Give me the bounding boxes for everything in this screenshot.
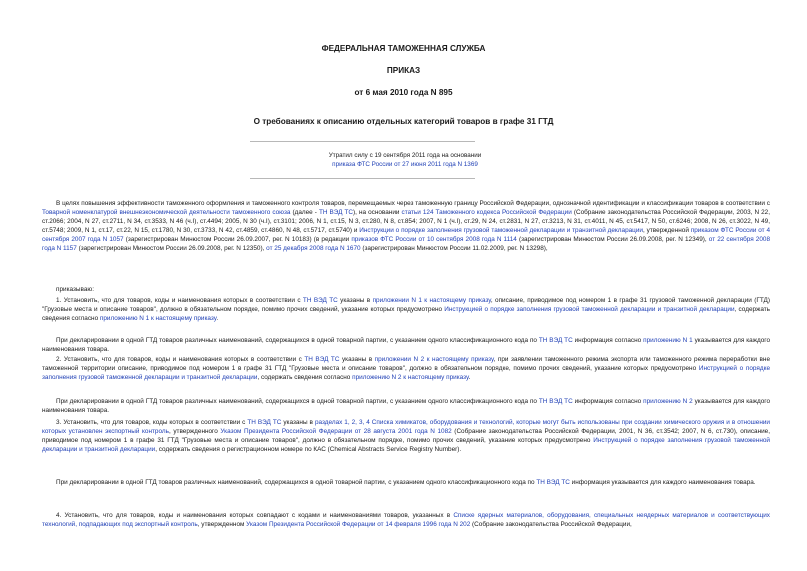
doc-title: О требованиях к описанию отдельных категорий товаров в графе 31 ГТД (253, 117, 554, 126)
text: информация согласно (572, 398, 644, 405)
paragraph-3 (42, 418, 770, 454)
doc-type: ПРИКАЗ (386, 66, 421, 75)
divider-top (250, 141, 475, 142)
link-instruction[interactable]: Инструкции о порядке заполнения грузовой таможенной декларации и транзитной декларации (359, 227, 643, 235)
text: , содержать сведения о регистрационном номере по КАС (Chemical Abstracts Service Registry Number). (155, 446, 462, 454)
link-order-1114[interactable]: приказов ФТС России от 10 сентября 2008 года N 1114 (351, 236, 517, 244)
link-tnved-ts[interactable]: ТН ВЭД ТС (536, 479, 570, 486)
text: (Собрание законодательства Российской Федерации, 2001, N 36, ст.3542; 2007, N 6, ст.730), описание, приводимое под номером 1 в графе 31 ГТД "Грузовые места и описание товаров", должно в обязательном порядке, помимо прочих сведений, указание которых предусмотрено (42, 428, 770, 445)
agency-name: ФЕДЕРАЛЬНАЯ ТАМОЖЕННАЯ СЛУЖБА (321, 44, 486, 53)
text: (зарегистрирован Минюстом России 26.09.2007, рег. N 10183) (в редакции (123, 236, 352, 244)
link-nuclear-list[interactable]: Списке ядерных материалов, оборудования, специальных неядерных материалов и соответствующих технологий, подпадающих под экспортный контроль (42, 512, 770, 529)
paragraph-1b (42, 336, 770, 354)
text: ), на основании (353, 209, 402, 217)
link-instruction[interactable]: Инструкцией о порядке заполнения грузовой таможенной декларации и транзитной декларации (42, 365, 770, 382)
link-chemicals-list[interactable]: разделах 1, 2, 3, 4 Списка химикатов, оборудования и технологий, которые могут быть использованы при создании химического оружия и в отношении которых установлен экспортный контроль (42, 419, 770, 436)
text: При декларировании в одной ГТД товаров различных наименований, содержащихся в одной товарной партии, с указанием одного классификационного кода по (56, 479, 537, 486)
text: , утвержденной (642, 227, 691, 235)
link-tnved-ts[interactable]: ТН ВЭД ТС (318, 209, 354, 217)
text: , описание, приводимое под номером 1 в графе 31 грузовой таможенной декларации (ГТД) "Грузовые места и описание товаров", должно в обязательном порядке, помимо прочих сведений, указание которых предусмотрено (42, 297, 770, 314)
text: информация согласно (572, 337, 644, 344)
link-tnved-ts[interactable]: ТН ВЭД ТС (304, 356, 340, 363)
text: , содержать сведения согласно (42, 306, 770, 323)
text: (зарегистрирован Минюстом России 26.09.2008, рег. N 12349), (516, 236, 709, 244)
repeal-note (310, 151, 500, 169)
link-decree-202[interactable]: Указом Президента Российской Федерации от 14 февраля 1996 года N 202 (246, 521, 471, 529)
text: , утвержденном (197, 521, 247, 529)
paragraph-3b (42, 478, 770, 487)
text: 2. Установить, что для товаров, коды и наименования которых в соответствии с (56, 356, 305, 363)
link-decree-1082[interactable]: Указом Президента Российской Федерации от 28 августа 2001 года N 1082 (220, 428, 452, 436)
link-appendix-1[interactable]: приложении N 1 к настоящему приказу (372, 297, 491, 304)
link-appendix-2[interactable]: приложению N 2 к настоящему приказу (352, 374, 469, 382)
link-appendix-2[interactable]: приложении N 2 к настоящему приказу (374, 356, 494, 363)
link-order-1057[interactable]: приказом ФТС России от 4 сентября 2007 года N 1057 (42, 227, 770, 244)
text: При декларировании в одной ГТД товаров различных наименований, содержащихся в одной товарной партии, с указанием одного классификационного кода по (56, 337, 539, 344)
link-instruction[interactable]: Инструкцией о порядке заполнения грузовой таможенной декларации и транзитной декларации (42, 437, 770, 454)
paragraph-2 (42, 355, 770, 382)
text: . (216, 315, 219, 323)
link-article-124[interactable]: статьи 124 Таможенного кодекса Российской Федерации (401, 209, 572, 217)
text: (Собрание законодательства Российской Федерации, 2003, N 22, ст.2066; 2004, N 27, ст.2711, N 34, ст.3533, N 46 (ч.I), ст.4494; 2005, N 30 (ч.I), ст.3101; 2006, N 1, ст.15, N 3, ст.280, N 8, ст.854; 2007, N 1 (ч.I), ст.29, N 24, ст.2831, N 27, ст.3213, N 31, ст.4011, N 45, ст.5417, N 50, ст.6246; 2008, N 26, ст.3022, N 49, ст.5748; 2009, N 1, ст.17, ст.22, N 15, ст.1780, N 30, ст.3733, N 42, ст.4859, ст.4860, N 48, ст.5717, ст.5740) и (42, 209, 771, 235)
text: (зарегистрирован Минюстом России 11.02.2009, рег. N 13298), (360, 245, 548, 253)
paragraph-2b (42, 397, 770, 415)
link-appendix-2[interactable]: приложению N 2 (643, 398, 693, 405)
link-tnved-ts[interactable]: ТН ВЭД ТС (538, 398, 573, 405)
link-tnved[interactable]: Товарной номенклатурой внешнеэкономической деятельности таможенного союза (42, 209, 291, 217)
text: указывается для каждого наименования товара. (42, 398, 770, 415)
text: 3. Установить, что для товаров, коды которых в соответствии с (56, 419, 248, 426)
text: указаны в (339, 356, 375, 363)
repeal-text: Утратил силу с 19 сентября 2011 года на основании (328, 152, 482, 159)
text: указаны в (281, 419, 315, 426)
link-order-1157[interactable]: от 22 сентября 2008 года N 1157 (42, 236, 771, 253)
text: , содержать сведения согласно (257, 374, 353, 382)
text: . (468, 374, 471, 382)
text: 1. Установить, что для товаров, коды и наименования которых в соответствии с (56, 297, 303, 304)
text: (далее - (290, 209, 319, 217)
divider-bottom (250, 178, 475, 179)
text: 4. Установить, что для товаров, коды и наименования которых совпадают с кодами и наименованиями товаров, указанных в (56, 512, 454, 519)
link-instruction[interactable]: Инструкцией о порядке заполнения грузовой таможенной декларации и транзитной декларации (444, 306, 735, 314)
link-tnved-ts[interactable]: ТН ВЭД ТС (302, 297, 338, 304)
paragraph-1 (42, 296, 770, 323)
text: В целях повышения эффективности таможенного оформления и таможенного контроля товаров, перемещаемых через таможенную границу Российской Федерации, однозначной идентификации и классификации товаров в соответствии с (56, 200, 770, 207)
link-order-1670[interactable]: от 25 декабря 2008 года N 1670 (266, 245, 361, 253)
text: приказываю: (56, 286, 94, 293)
doc-date-number: от 6 мая 2010 года N 895 (354, 88, 453, 97)
text: указаны в (337, 297, 373, 304)
link-appendix-1[interactable]: приложению N 1 к настоящему приказу (99, 315, 217, 323)
text: информация указывается для каждого наименования товара. (569, 479, 756, 486)
paragraph-4 (42, 511, 770, 529)
link-tnved-ts[interactable]: ТН ВЭД ТС (247, 419, 282, 426)
repeal-link[interactable]: приказа ФТС России от 27 июня 2011 года N 1369 (332, 161, 478, 169)
link-tnved-ts[interactable]: ТН ВЭД ТС (538, 337, 573, 344)
text: (зарегистрирован Минюстом России 26.09.2008, рег. N 12350), (76, 245, 267, 253)
text: , при заявлении таможенного режима экспорта или таможенного режима переработки вне таможенной территории описание, приводимое под номером 1 в графе 31 ГТД "Грузовые места и описание товаров", должно в обязательном порядке, помимо прочих сведений, указание которых предусмотрено (42, 356, 770, 373)
link-appendix-1[interactable]: приложению N 1 (643, 337, 693, 344)
text: , утвержденного (168, 428, 221, 436)
text: (Собрание законодательства Российской Федерации, (470, 521, 632, 529)
text: При декларировании в одной ГТД товаров различных наименований, содержащихся в одной товарной партии, с указанием одного классификационного кода по (56, 398, 539, 405)
order-word (42, 285, 770, 294)
intro-paragraph (42, 199, 770, 254)
text: указывается для каждого наименования товара. (42, 337, 770, 354)
